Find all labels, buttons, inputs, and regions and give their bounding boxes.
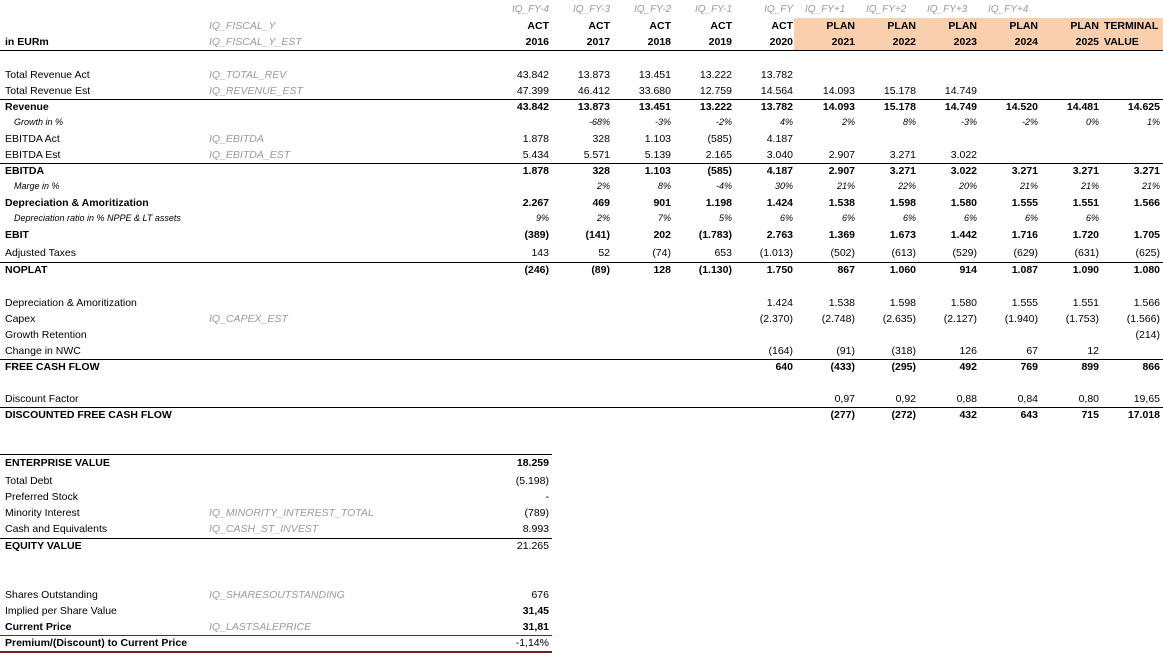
value-cell[interactable]: 15.178: [883, 101, 916, 113]
table-row: [0, 100, 1163, 116]
column-year: 2016: [525, 36, 549, 48]
row-label: EBIT: [5, 229, 29, 241]
value-cell[interactable]: 715: [1081, 409, 1099, 421]
column-type: PLAN: [948, 20, 977, 32]
value-cell[interactable]: 1.087: [1011, 264, 1038, 276]
column-code: IQ_FY-2: [633, 4, 671, 15]
per-share-row: [0, 604, 552, 620]
value-cell[interactable]: 4.187: [766, 165, 793, 177]
value-cell[interactable]: 13.782: [760, 69, 793, 81]
value-cell[interactable]: 0,84: [1017, 393, 1038, 405]
value-cell[interactable]: 1.551: [1072, 197, 1099, 209]
row-divider: [0, 50, 1163, 51]
value-cell[interactable]: 13.222: [699, 101, 732, 113]
valuation-value[interactable]: (5.198): [515, 475, 549, 487]
value-cell[interactable]: 1.705: [1133, 229, 1160, 241]
value-cell[interactable]: 12.759: [699, 85, 732, 97]
value-cell[interactable]: (214): [1135, 329, 1160, 341]
value-cell[interactable]: (1.566): [1126, 313, 1160, 325]
iq-code: IQ_REVENUE_EST: [209, 85, 303, 97]
value-cell[interactable]: 14.093: [822, 85, 855, 97]
valuation-label: Cash and Equivalents: [5, 523, 108, 535]
value-cell[interactable]: 1.538: [828, 297, 855, 309]
value-cell[interactable]: 3.271: [1133, 165, 1160, 177]
value-cell[interactable]: 14.481: [1066, 101, 1099, 113]
value-cell[interactable]: (1.753): [1065, 313, 1099, 325]
column-code: IQ_FY+2: [866, 4, 907, 15]
table-row: [0, 148, 1163, 164]
value-cell[interactable]: (389): [524, 229, 549, 241]
valuation-value[interactable]: 8.993: [522, 523, 549, 535]
value-cell[interactable]: 1.555: [1011, 197, 1038, 209]
value-cell[interactable]: 469: [592, 197, 610, 209]
value-cell[interactable]: 2.267: [522, 197, 549, 209]
table-row: [0, 263, 1163, 279]
row-divider: [0, 538, 552, 539]
column-type: PLAN: [1009, 20, 1038, 32]
value-cell[interactable]: 328: [592, 133, 610, 145]
value-cell[interactable]: 43.842: [516, 101, 549, 113]
value-cell[interactable]: 14.749: [944, 85, 977, 97]
value-cell[interactable]: 1.716: [1011, 229, 1038, 241]
fiscal-year-est-code: IQ_FISCAL_Y_EST: [209, 36, 302, 48]
value-cell[interactable]: 14.093: [822, 101, 855, 113]
value-cell[interactable]: 126: [959, 345, 977, 357]
value-cell[interactable]: 15.178: [883, 85, 916, 97]
value-cell[interactable]: -3%: [960, 117, 977, 127]
value-cell[interactable]: (629): [1013, 247, 1038, 259]
column-type: ACT: [771, 20, 793, 32]
table-row: [0, 68, 1163, 84]
value-cell[interactable]: 43.842: [516, 69, 549, 81]
column-year: 2025: [1075, 36, 1099, 48]
value-cell[interactable]: 21%: [1080, 181, 1099, 191]
column-year: 2021: [831, 36, 855, 48]
row-label: Depreciation ratio in % NPPE & LT assets: [14, 213, 181, 223]
value-cell[interactable]: 1.103: [644, 133, 671, 145]
value-cell[interactable]: (141): [585, 229, 610, 241]
value-cell[interactable]: 643: [1020, 409, 1038, 421]
value-cell[interactable]: 46.412: [577, 85, 610, 97]
column-year: 2018: [647, 36, 671, 48]
value-cell[interactable]: 640: [775, 361, 793, 373]
value-cell[interactable]: 13.451: [638, 69, 671, 81]
per-share-label: Implied per Share Value: [5, 605, 117, 617]
row-divider: [0, 651, 552, 653]
per-share-value[interactable]: -1,14%: [515, 637, 549, 649]
table-row: [0, 228, 1163, 244]
value-cell[interactable]: (295): [891, 361, 916, 373]
value-cell[interactable]: 19,65: [1133, 393, 1160, 405]
value-cell[interactable]: 1%: [1146, 117, 1160, 127]
value-cell[interactable]: 1.750: [766, 264, 793, 276]
value-cell[interactable]: 14.520: [1005, 101, 1038, 113]
valuation-value[interactable]: (789): [524, 507, 549, 519]
valuation-row: [0, 506, 552, 522]
per-share-row: [0, 636, 552, 652]
value-cell[interactable]: 3.040: [766, 149, 793, 161]
value-cell[interactable]: 1.720: [1072, 229, 1099, 241]
per-share-value[interactable]: 31,81: [522, 621, 549, 633]
column-type: PLAN: [887, 20, 916, 32]
per-share-label: Premium/(Discount) to Current Price: [5, 637, 188, 649]
value-cell[interactable]: 5%: [718, 213, 732, 223]
valuation-label: Preferred Stock: [5, 491, 78, 503]
value-cell[interactable]: -4%: [715, 181, 732, 191]
value-cell[interactable]: 13.222: [699, 69, 732, 81]
value-cell[interactable]: 1.555: [1011, 297, 1038, 309]
value-cell[interactable]: 1.442: [950, 229, 977, 241]
value-cell[interactable]: 2.907: [828, 165, 855, 177]
column-type: ACT: [588, 20, 610, 32]
value-cell[interactable]: 6%: [1085, 213, 1099, 223]
value-cell[interactable]: 1.424: [766, 297, 793, 309]
value-cell[interactable]: 1.566: [1133, 297, 1160, 309]
valuation-value[interactable]: -: [545, 491, 549, 503]
column-type: PLAN: [826, 20, 855, 32]
per-share-row: [0, 588, 552, 604]
column-code: IQ_FY+1: [805, 4, 846, 15]
value-cell[interactable]: 1.090: [1072, 264, 1099, 276]
column-year: 2022: [892, 36, 916, 48]
value-cell[interactable]: 30%: [774, 181, 793, 191]
value-cell[interactable]: 143: [531, 247, 549, 259]
column-year: 2017: [586, 36, 610, 48]
table-row: [0, 360, 1163, 376]
value-cell[interactable]: (585): [707, 133, 732, 145]
row-label: Growth in %: [14, 117, 64, 127]
column-type: TERMINAL: [1104, 20, 1159, 32]
per-share-value[interactable]: 31,45: [522, 605, 549, 617]
valuation-label: Minority Interest: [5, 507, 80, 519]
row-label: Depreciation & Amoritization: [5, 197, 149, 209]
value-cell[interactable]: 6%: [963, 213, 977, 223]
valuation-value[interactable]: 18.259: [516, 457, 549, 469]
value-cell[interactable]: 3.271: [889, 149, 916, 161]
value-cell[interactable]: (277): [830, 409, 855, 421]
value-cell[interactable]: 1.878: [522, 133, 549, 145]
value-cell[interactable]: (2.748): [821, 313, 855, 325]
column-type: ACT: [710, 20, 732, 32]
value-cell[interactable]: 0,88: [956, 393, 977, 405]
value-cell[interactable]: 432: [959, 409, 977, 421]
row-label: Revenue: [5, 101, 49, 113]
row-divider: [0, 454, 552, 455]
value-cell[interactable]: (1.013): [759, 247, 793, 259]
per-share-label: Shares Outstanding: [5, 589, 98, 601]
value-cell[interactable]: 492: [959, 361, 977, 373]
column-year: 2024: [1014, 36, 1038, 48]
column-year: 2020: [769, 36, 793, 48]
column-type: PLAN: [1070, 20, 1099, 32]
value-cell[interactable]: 3.271: [1011, 165, 1038, 177]
value-cell[interactable]: 6%: [1024, 213, 1038, 223]
table-row: [0, 328, 1163, 344]
row-label: Total Revenue Act: [5, 69, 90, 81]
value-cell[interactable]: 1.551: [1072, 297, 1099, 309]
value-cell[interactable]: 67: [1026, 345, 1038, 357]
row-label: FREE CASH FLOW: [5, 361, 100, 373]
value-cell[interactable]: 1.103: [644, 165, 671, 177]
table-row: [0, 132, 1163, 148]
value-cell[interactable]: 2.763: [766, 229, 793, 241]
value-cell[interactable]: 2%: [596, 181, 610, 191]
value-cell[interactable]: 9%: [535, 213, 549, 223]
value-cell[interactable]: -2%: [1021, 117, 1038, 127]
valuation-row: [0, 456, 552, 472]
iq-code: IQ_EBITDA_EST: [209, 149, 291, 161]
value-cell[interactable]: 33.680: [638, 85, 671, 97]
value-cell[interactable]: 3.022: [950, 149, 977, 161]
value-cell[interactable]: 866: [1142, 361, 1160, 373]
value-cell[interactable]: 0,92: [895, 393, 916, 405]
valuation-label: Total Debt: [5, 475, 53, 487]
value-cell[interactable]: 7%: [657, 213, 671, 223]
row-label: Change in NWC: [5, 345, 81, 357]
table-row: [0, 312, 1163, 328]
row-divider: [0, 635, 552, 636]
value-cell[interactable]: 0,80: [1078, 393, 1099, 405]
iq-code: IQ_CASH_ST_INVEST: [209, 523, 319, 535]
value-cell[interactable]: 914: [959, 264, 977, 276]
value-cell[interactable]: 47.399: [516, 85, 549, 97]
row-label: Discount Factor: [5, 393, 79, 405]
value-cell[interactable]: (91): [836, 345, 855, 357]
value-cell[interactable]: 653: [714, 247, 732, 259]
value-cell[interactable]: (164): [768, 345, 793, 357]
value-cell[interactable]: 3.271: [889, 165, 916, 177]
value-cell[interactable]: 12: [1087, 345, 1099, 357]
table-row: [0, 164, 1163, 180]
value-cell[interactable]: 21%: [1019, 181, 1038, 191]
column-year: 2023: [953, 36, 977, 48]
value-cell[interactable]: (1.783): [698, 229, 732, 241]
row-label: Growth Retention: [5, 329, 87, 341]
value-cell[interactable]: 22%: [897, 181, 916, 191]
value-cell[interactable]: 128: [653, 264, 671, 276]
value-cell[interactable]: 21%: [836, 181, 855, 191]
value-cell[interactable]: (246): [524, 264, 549, 276]
column-code: IQ_FY+4: [988, 4, 1029, 15]
valuation-row: [0, 522, 552, 538]
value-cell[interactable]: (631): [1074, 247, 1099, 259]
value-cell[interactable]: 5.571: [583, 149, 610, 161]
table-row: [0, 408, 1163, 424]
value-cell[interactable]: 3.271: [1072, 165, 1099, 177]
value-cell[interactable]: -3%: [654, 117, 671, 127]
column-code: IQ_FY-4: [511, 4, 549, 15]
value-cell[interactable]: (433): [830, 361, 855, 373]
valuation-value[interactable]: 21.265: [516, 540, 549, 552]
column-code: IQ_FY-1: [694, 4, 732, 15]
table-row: [0, 344, 1163, 360]
value-cell[interactable]: (89): [591, 264, 610, 276]
fiscal-year-code: IQ_FISCAL_Y: [209, 20, 276, 32]
row-label: Capex: [5, 313, 36, 325]
value-cell[interactable]: 8%: [902, 117, 916, 127]
value-cell[interactable]: (2.635): [882, 313, 916, 325]
column-code: IQ_FY-3: [572, 4, 610, 15]
valuation-label: ENTERPRISE VALUE: [5, 457, 110, 469]
value-cell[interactable]: -2%: [715, 117, 732, 127]
table-row: [0, 392, 1163, 408]
valuation-row: [0, 539, 552, 555]
value-cell[interactable]: 1.878: [522, 165, 549, 177]
value-cell[interactable]: (613): [891, 247, 916, 259]
value-cell[interactable]: 13.873: [577, 101, 610, 113]
row-label: NOPLAT: [5, 264, 48, 276]
row-label: Depreciation & Amoritization: [5, 297, 137, 309]
value-cell[interactable]: -68%: [588, 117, 610, 127]
value-cell[interactable]: 6%: [779, 213, 793, 223]
value-cell[interactable]: 4%: [779, 117, 793, 127]
value-cell[interactable]: 13.782: [760, 101, 793, 113]
value-cell[interactable]: (625): [1135, 247, 1160, 259]
value-cell[interactable]: 1.580: [950, 297, 977, 309]
value-cell[interactable]: 14.625: [1127, 101, 1160, 113]
column-type: ACT: [649, 20, 671, 32]
column-type: ACT: [527, 20, 549, 32]
value-cell[interactable]: (272): [891, 409, 916, 421]
value-cell[interactable]: 2%: [841, 117, 855, 127]
value-cell[interactable]: 8%: [657, 181, 671, 191]
value-cell[interactable]: 5.139: [644, 149, 671, 161]
value-cell[interactable]: (2.370): [759, 313, 793, 325]
value-cell[interactable]: 14.749: [944, 101, 977, 113]
column-code: IQ_FY: [764, 4, 793, 15]
value-cell[interactable]: 1.580: [950, 197, 977, 209]
value-cell[interactable]: 4.187: [766, 133, 793, 145]
value-cell[interactable]: 1.424: [766, 197, 793, 209]
value-cell[interactable]: 867: [837, 264, 855, 276]
value-cell[interactable]: (318): [891, 345, 916, 357]
iq-code: IQ_MINORITY_INTEREST_TOTAL: [209, 507, 374, 519]
value-cell[interactable]: 6%: [841, 213, 855, 223]
row-label: DISCOUNTED FREE CASH FLOW: [5, 409, 172, 421]
value-cell[interactable]: 1.060: [889, 264, 916, 276]
iq-code: IQ_SHARESOUTSTANDING: [209, 589, 345, 601]
table-row: [0, 212, 1163, 228]
valuation-row: [0, 474, 552, 490]
value-cell[interactable]: 769: [1020, 361, 1038, 373]
iq-code: IQ_CAPEX_EST: [209, 313, 288, 325]
column-year: VALUE: [1104, 36, 1139, 48]
row-label: EBITDA: [5, 165, 45, 177]
per-share-row: [0, 620, 552, 636]
value-cell[interactable]: 0%: [1085, 117, 1099, 127]
value-cell[interactable]: 52: [598, 247, 610, 259]
value-cell[interactable]: 17.018: [1127, 409, 1160, 421]
value-cell[interactable]: 14.564: [760, 85, 793, 97]
value-cell[interactable]: 21%: [1141, 181, 1160, 191]
value-cell[interactable]: (74): [652, 247, 671, 259]
row-label: Marge in %: [14, 181, 60, 191]
value-cell[interactable]: (1.940): [1004, 313, 1038, 325]
unit-label: in EURm: [5, 36, 49, 48]
table-row: [0, 84, 1163, 100]
value-cell[interactable]: 3.022: [950, 165, 977, 177]
value-cell[interactable]: 6%: [902, 213, 916, 223]
column-year: 2019: [708, 36, 732, 48]
value-cell[interactable]: 20%: [958, 181, 977, 191]
row-label: EBITDA Act: [5, 133, 60, 145]
value-cell[interactable]: 901: [653, 197, 671, 209]
value-cell[interactable]: (529): [952, 247, 977, 259]
value-cell[interactable]: 1.598: [889, 197, 916, 209]
value-cell[interactable]: 5.434: [522, 149, 549, 161]
value-cell[interactable]: 1.198: [705, 197, 732, 209]
table-row: [0, 180, 1163, 196]
value-cell[interactable]: 13.451: [638, 101, 671, 113]
value-cell[interactable]: 202: [653, 229, 671, 241]
value-cell[interactable]: 0,97: [834, 393, 855, 405]
per-share-label: Current Price: [5, 621, 72, 633]
iq-code: IQ_LASTSALEPRICE: [209, 621, 312, 633]
column-code: IQ_FY+3: [927, 4, 968, 15]
table-row: [0, 196, 1163, 212]
value-cell[interactable]: (502): [830, 247, 855, 259]
value-cell[interactable]: 1.369: [828, 229, 855, 241]
iq-code: IQ_TOTAL_REV: [209, 69, 287, 81]
value-cell[interactable]: 1.598: [889, 297, 916, 309]
row-label: Adjusted Taxes: [5, 247, 77, 259]
table-row: [0, 296, 1163, 312]
per-share-value[interactable]: 676: [531, 589, 549, 601]
row-label: Total Revenue Est: [5, 85, 91, 97]
table-row: [0, 246, 1163, 262]
value-cell[interactable]: (1.130): [698, 264, 732, 276]
row-label: EBITDA Est: [5, 149, 61, 161]
value-cell[interactable]: 2.907: [828, 149, 855, 161]
value-cell[interactable]: 328: [592, 165, 610, 177]
value-cell[interactable]: 1.566: [1133, 197, 1160, 209]
value-cell[interactable]: (585): [707, 165, 732, 177]
value-cell[interactable]: (2.127): [943, 313, 977, 325]
valuation-row: [0, 490, 552, 506]
valuation-label: EQUITY VALUE: [5, 540, 82, 552]
value-cell[interactable]: 2.165: [705, 149, 732, 161]
value-cell[interactable]: 899: [1081, 361, 1099, 373]
value-cell[interactable]: 1.538: [828, 197, 855, 209]
value-cell[interactable]: 1.080: [1133, 264, 1160, 276]
iq-code: IQ_EBITDA: [209, 133, 264, 145]
table-row: [0, 116, 1163, 132]
value-cell[interactable]: 2%: [596, 213, 610, 223]
value-cell[interactable]: 13.873: [577, 69, 610, 81]
value-cell[interactable]: 1.673: [889, 229, 916, 241]
